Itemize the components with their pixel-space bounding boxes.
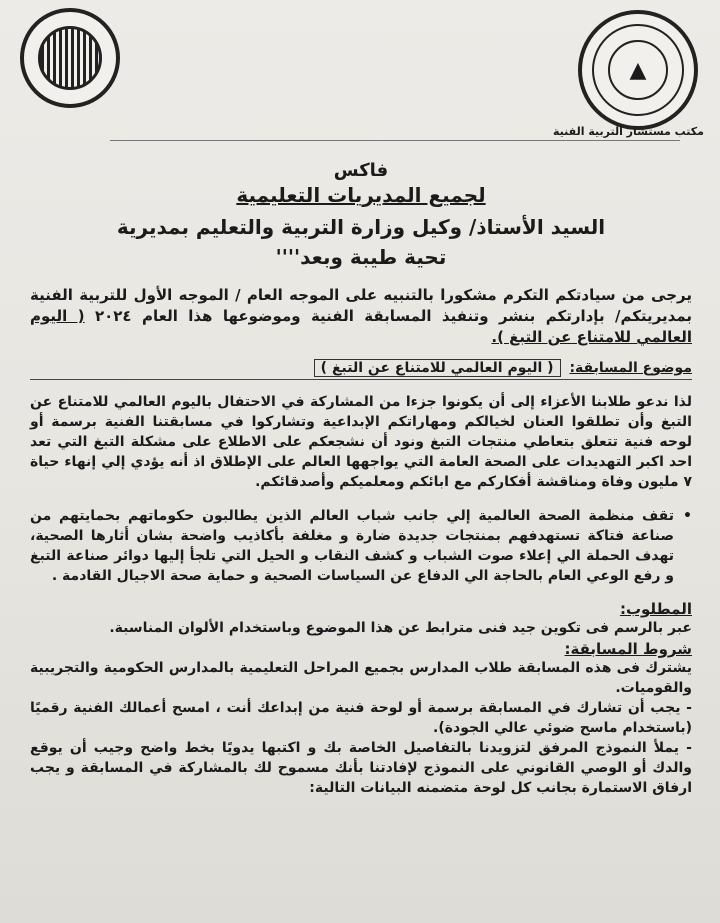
topic-divider xyxy=(30,379,692,380)
office-name: مكتب مستشار التربية الفنية xyxy=(553,125,704,138)
intro-paragraph xyxy=(30,285,692,348)
bullet-paragraph: • تقف منظمة الصحة العالمية إلي جانب شباب العالم الذين يطالبون حكوماتهم بحمايتهم من صناعة فتاكة تستهدفهم بمنتجات جديدة ضارة و مغلفة بأكاذيب واضحة بشان أثارها الصحية، تهدف الحملة الي إعلاء صوت الشباب و كشف النقاب و الحيل التي تلجأ إليها دوائر صناعة التبغ و رفع الوعي العام بالحاجة الي الدفاع عن السياسات الصحية و حماية صحة الاجيال القادمة . xyxy=(30,506,692,586)
topic-label: موضوع المسابقة: xyxy=(569,360,692,376)
intro-text: يرجى من سيادتكم التكرم مشكورا بالتنبيه على الموجه العام / الموجه الأول للتربية الفنية بمديريتكم/ بإدارتكم بنشر وتنفيذ المسابقة الفنية وموضوعها هذا العام ٢٠٢٤ xyxy=(30,286,693,325)
condition-item: - يملأ النموذج المرفق لتزويدنا بالتفاصيل الخاصة بك و اكتبها يدويًا بخط واضح وجيب أن يوقع والدك أو الوصي القانوني على النموذج لإفادتنا بأنك مسموح لك بالمشاركة في المسابقة و يجب ارفاق الاستمارة بجانب كل لوحة متضمنه البيانات التالية: xyxy=(30,740,692,796)
directorate-seal-icon xyxy=(20,8,120,108)
topic-value: ( اليوم العالمي للامتناع عن التبغ ) xyxy=(314,359,561,377)
greeting: تحية طيبة وبعد'''' xyxy=(275,245,447,269)
fax-label: فاكس xyxy=(333,160,389,181)
ministry-seal-icon: ▲ xyxy=(578,10,698,130)
body-paragraph: لذا ندعو طلابنا الأعزاء إلى أن يكونوا جزءا من المشاركة في الاحتفال باليوم العالمي للامتناع عن التبغ وأن تطلقوا العنان لخيالكم ومهاراتكم الإبداعية وتشاركوا في مسابقتنا الفنية برسمة أو لوحه فنية تتعلق بتعاطي منتجات التبغ ونود أن نشجعكم على الاطلاع على مشكلة التبغ التي تعد احد اكبر التهديدات على الصحة العامة التي يواجهها العالم على الإطلاق اذ أنه يؤدي إلي إنهاء حياة ٧ مليون وفاة ومناقشة أفكاركم مع ابائكم ومعلميكم وأصدقائكم. xyxy=(30,394,692,490)
required-heading: المطلوب: xyxy=(619,600,692,618)
conditions-heading: شروط المسابقة: xyxy=(564,640,692,658)
condition-item: يشترك فى هذه المسابقة طلاب المدارس بجميع المراحل التعليمية بالمدارس الحكومية والتجريبية والقوميات. xyxy=(30,660,692,696)
header-divider xyxy=(110,140,680,141)
topic-row xyxy=(30,360,692,376)
addressee-line: السيد الأستاذ/ وكيل وزارة التربية والتعليم بمديرية xyxy=(116,215,606,239)
recipient-line: لجميع المديريات التعليمية xyxy=(236,183,486,207)
condition-item: - يجب أن تشارك في المسابقة برسمة أو لوحة فنية من إبداعك أنت ، امسح أعمالك الفنية رقميًا (باستخدام ماسح ضوئي عالي الجودة). xyxy=(30,700,692,736)
required-text: عبر بالرسم فى تكوين جيد فنى مترابط عن هذا الموضوع وباستخدام الألوان المناسبة. xyxy=(109,620,692,636)
intro-topic: ( اليوم العالمي للامتناع عن التبغ ). xyxy=(30,307,692,346)
letter-body xyxy=(30,160,692,798)
